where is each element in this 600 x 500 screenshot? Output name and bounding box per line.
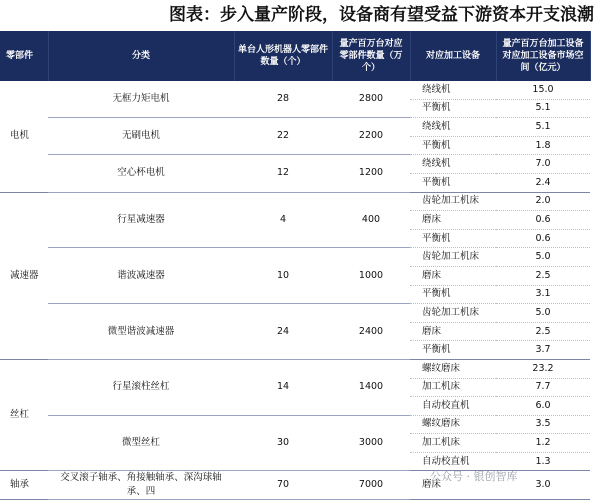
mass-qty-cell: 2400 (332, 304, 410, 360)
table-body (0, 81, 590, 500)
equipment-cell: 磨床 (410, 266, 496, 285)
equipment-cell: 齿轮加工机床 (410, 304, 496, 323)
qty-cell: 28 (234, 81, 332, 118)
equipment-cell: 平衡机 (410, 136, 496, 155)
table-row (0, 81, 590, 99)
header-equipment: 对应加工设备 (410, 31, 496, 81)
category-cell: 行星滚柱丝杠 (48, 359, 234, 415)
equipment-cell: 磨床 (410, 211, 496, 230)
equipment-cell: 自动校直机 (410, 452, 496, 471)
table-row (0, 359, 590, 378)
qty-cell: 14 (234, 359, 332, 415)
equipment-cell: 螺纹磨床 (410, 415, 496, 434)
category-cell: 无刷电机 (48, 118, 234, 155)
market-space-cell: 2.5 (496, 266, 590, 285)
equipment-cell: 齿轮加工机床 (410, 248, 496, 267)
equipment-cell: 绕线机 (410, 118, 496, 137)
market-space-cell: 5.0 (496, 248, 590, 267)
mass-qty-cell: 3000 (332, 415, 410, 471)
mass-qty-cell: 400 (332, 192, 410, 248)
mass-qty-cell: 1400 (332, 359, 410, 415)
equipment-cell: 绕线机 (410, 155, 496, 174)
header-qty: 单台人形机器人零部件数量（个） (234, 31, 332, 81)
equipment-cell: 加工机床 (410, 378, 496, 397)
header-market-space: 量产百万台加工设备对应加工设备市场空间（亿元） (496, 31, 590, 81)
qty-cell: 24 (234, 304, 332, 360)
qty-cell: 70 (234, 471, 332, 500)
equipment-cell: 平衡机 (410, 99, 496, 118)
category-cell: 微型谐波减速器 (48, 304, 234, 360)
part-cell: 减速器 (0, 192, 48, 359)
market-space-cell: 7.7 (496, 378, 590, 397)
equipment-cell: 平衡机 (410, 229, 496, 248)
equipment-cell: 齿轮加工机床 (410, 192, 496, 211)
equipment-cell: 加工机床 (410, 434, 496, 453)
qty-cell: 22 (234, 118, 332, 155)
market-space-cell: 2.0 (496, 192, 590, 211)
table-row (0, 248, 590, 267)
equipment-cell: 磨床 (410, 322, 496, 341)
table-row (0, 304, 590, 323)
equipment-cell: 自动校直机 (410, 397, 496, 416)
equipment-cell: 平衡机 (410, 341, 496, 360)
market-space-cell: 5.0 (496, 304, 590, 323)
qty-cell: 4 (234, 192, 332, 248)
equipment-cell: 平衡机 (410, 285, 496, 304)
category-cell: 空心杯电机 (48, 155, 234, 192)
market-space-cell: 1.8 (496, 136, 590, 155)
market-space-cell: 3.5 (496, 415, 590, 434)
table-row (0, 155, 590, 174)
table-row (0, 118, 590, 137)
header-category: 分类 (48, 31, 234, 81)
equipment-table (0, 31, 591, 500)
equipment-cell: 磨床 (410, 471, 496, 500)
header-row (0, 31, 590, 81)
category-cell: 行星减速器 (48, 192, 234, 248)
market-space-cell: 3.7 (496, 341, 590, 360)
mass-qty-cell: 1200 (332, 155, 410, 192)
category-cell: 无框力矩电机 (48, 81, 234, 118)
category-cell: 交叉滚子轴承、角接触轴承、深沟球轴承、四 (48, 471, 234, 500)
part-cell: 轴承 (0, 471, 48, 500)
mass-qty-cell: 7000 (332, 471, 410, 500)
market-space-cell: 2.4 (496, 173, 590, 192)
market-space-cell: 0.6 (496, 211, 590, 230)
table-row (0, 192, 590, 211)
market-space-cell: 23.2 (496, 359, 590, 378)
mass-qty-cell: 2800 (332, 81, 410, 118)
market-space-cell: 5.1 (496, 118, 590, 137)
table-row (0, 415, 590, 434)
market-space-cell: 1.2 (496, 434, 590, 453)
market-space-cell: 3.1 (496, 285, 590, 304)
qty-cell: 10 (234, 248, 332, 304)
header-part: 零部件 (0, 31, 48, 81)
equipment-cell: 平衡机 (410, 173, 496, 192)
header-mass-qty: 量产百万台对应零部件数量（万个） (332, 31, 410, 81)
market-space-cell: 7.0 (496, 155, 590, 174)
category-cell: 微型丝杠 (48, 415, 234, 471)
market-space-cell: 6.0 (496, 397, 590, 416)
market-space-cell: 1.3 (496, 452, 590, 471)
equipment-cell: 绕线机 (410, 81, 496, 99)
category-cell: 谐波减速器 (48, 248, 234, 304)
equipment-cell: 螺纹磨床 (410, 359, 496, 378)
market-space-cell: 5.1 (496, 99, 590, 118)
qty-cell: 12 (234, 155, 332, 192)
market-space-cell: 3.0 (496, 471, 590, 500)
chart-title: 图表：步入量产阶段，设备商有望受益下游资本开支浪潮 (169, 5, 594, 25)
mass-qty-cell: 1000 (332, 248, 410, 304)
watermark: 公众号 · 银创智库 (430, 470, 518, 483)
part-cell: 丝杠 (0, 359, 48, 471)
part-cell: 电机 (0, 81, 48, 192)
qty-cell: 30 (234, 415, 332, 471)
market-space-cell: 2.5 (496, 322, 590, 341)
market-space-cell: 0.6 (496, 229, 590, 248)
market-space-cell: 15.0 (496, 81, 590, 99)
mass-qty-cell: 2200 (332, 118, 410, 155)
